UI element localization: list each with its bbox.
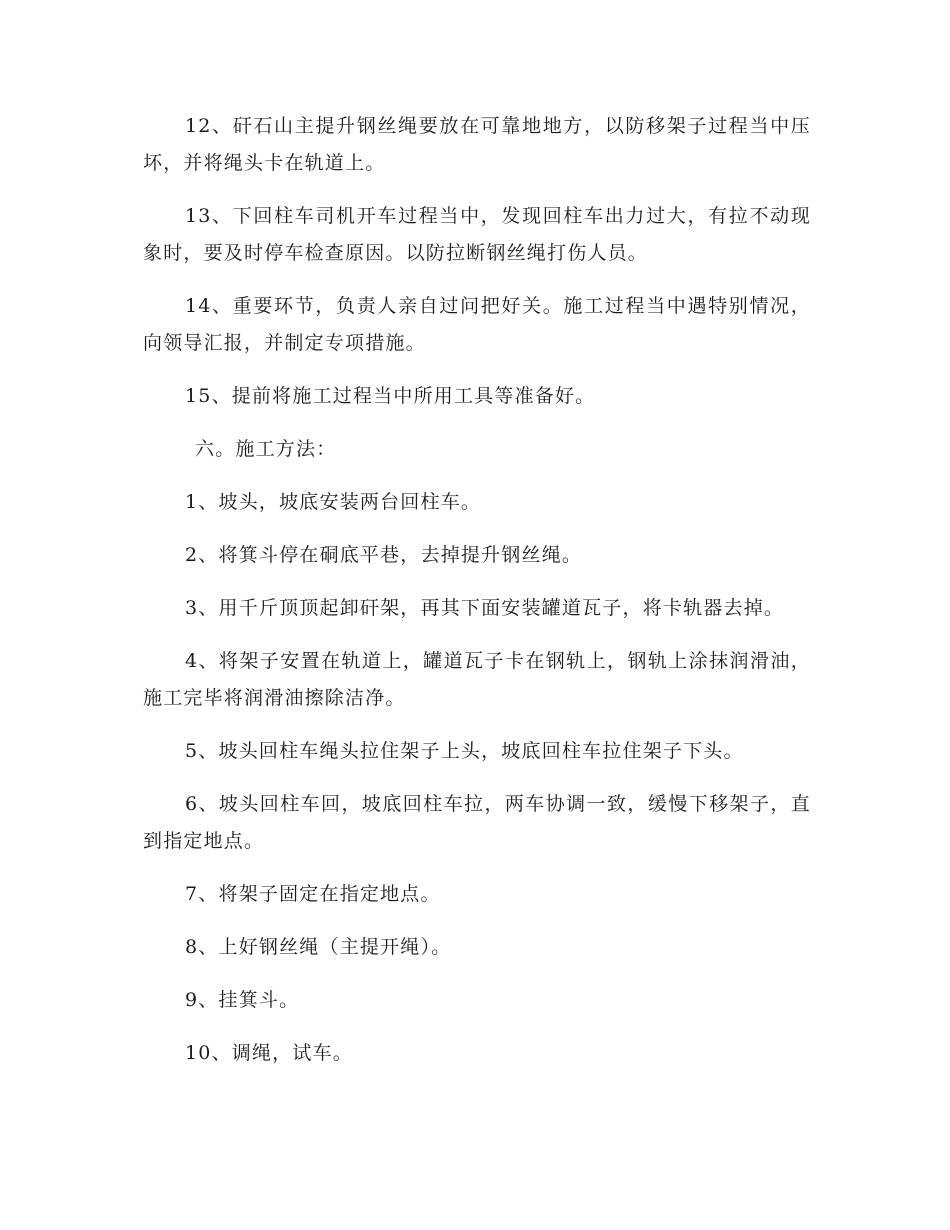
step-6: 6、坡头回柱车回，坡底回柱车拉，两车协调一致，缓慢下移架子，直到指定地点。 (143, 793, 811, 852)
step-2: 2、将箕斗停在硐底平巷，去掉提升钢丝绳。 (185, 544, 583, 566)
step-10: 10、调绳，试车。 (185, 1042, 353, 1064)
document-body (143, 108, 811, 1088)
step-8: 8、上好钢丝绳（主提开绳）。 (185, 936, 452, 958)
paragraph-13: 13、下回柱车司机开车过程当中，发现回柱车出力过大，有拉不动现象时，要及时停车检查原因。以防拉断钢丝绳打伤人员。 (143, 205, 811, 264)
step-3: 3、用千斤顶顶起卸矸架，再其下面安装罐道瓦子，将卡轨器去掉。 (185, 597, 785, 619)
paragraph-14: 14、重要环节，负责人亲自过问把好关。施工过程当中遇特别情况，向领导汇报，并制定专项措施。 (143, 295, 811, 354)
paragraph-12: 12、矸石山主提升钢丝绳要放在可靠地地方，以防移架子过程当中压坏，并将绳头卡在轨道上。 (143, 115, 811, 174)
step-1: 1、坡头，坡底安装两台回柱车。 (185, 491, 482, 513)
step-5: 5、坡头回柱车绳头拉住架子上头，坡底回柱车拉住架子下头。 (185, 740, 744, 762)
step-9: 9、挂箕斗。 (185, 989, 300, 1011)
step-7: 7、将架子固定在指定地点。 (185, 883, 441, 905)
step-4: 4、将架子安置在轨道上，罐道瓦子卡在钢轨上，钢轨上涂抹润滑油，施工完毕将润滑油擦除洁净。 (143, 650, 811, 709)
paragraph-15: 15、提前将施工过程当中所用工具等准备好。 (185, 385, 596, 407)
section-heading-construction-method: 六。施工方法： (195, 438, 337, 460)
